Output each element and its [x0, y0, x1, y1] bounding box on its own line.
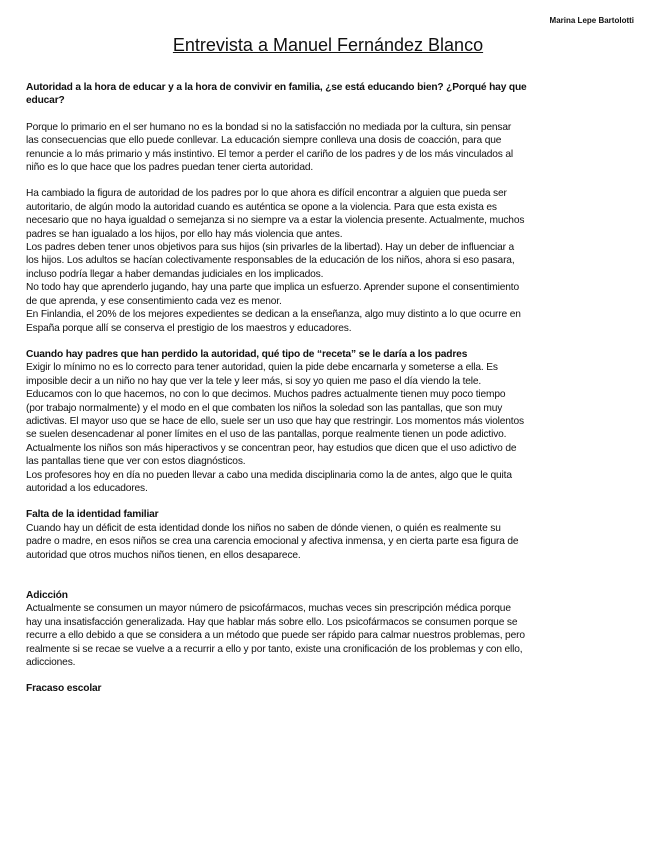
text-line: recurre a ello debido a que se considera a un método que puede ser rápido para calmar nuestros problemas, pero [26, 630, 525, 642]
section-body-adiccion [26, 602, 636, 669]
text-line: Autoridad a la hora de educar y a la hora de convivir en familia, ¿se está educando bien? ¿Porqué hay que [26, 82, 527, 93]
text-line: realmente si se recae se vuelve a a recurrir a ello y por tanto, existe una cronificación de los problemas y con ello, [26, 643, 523, 655]
text-line: adictivas. El mayor uso que se hace de ello, suele ser un uso que hay que restringir. Los momentos más violentos [26, 415, 524, 427]
section-heading-fracaso: Fracaso escolar [26, 683, 102, 695]
text-line: necesario que no haya igualdad o semejanza si no siempre va a estar la violencia presente. Actualmente, muchos [26, 215, 525, 227]
intro-paragraph-2 [26, 187, 636, 334]
document-body [26, 81, 636, 696]
intro-paragraph-1 [26, 121, 636, 175]
section-heading-receta: Cuando hay padres que han perdido la autoridad, qué tipo de “receta” se le daría a los padres [26, 348, 468, 360]
text-line: hay una insatisfacción generalizada. Hay que hablar más sobre ello. Los psicofármacos se consumen porque se [26, 616, 518, 628]
text-line: Los profesores hoy en día no pueden llevar a cabo una medida disciplinaria como la de antes, algo que le quita [26, 469, 512, 481]
text-line: Actualmente los niños son más hiperactivos y se concentran peor, hay estudios que dicen que el uso adictivo de [26, 442, 517, 454]
text-line: Actualmente se consumen un mayor número de psicofármacos, muchas veces sin prescripción médica porque [26, 603, 511, 615]
author-name: Marina Lepe Bartolotti [549, 16, 634, 25]
text-line: Porque lo primario en el ser humano no es la bondad si no la satisfacción no mediada por la cultura, sin pensar [26, 121, 512, 133]
text-line: autoritario, de algún modo la autoridad cuando es auténtica se opone a la violencia. Para que esta exista es [26, 201, 497, 213]
text-line: adicciones. [26, 657, 76, 669]
text-line: Ha cambiado la figura de autoridad de los padres por lo que ahora es difícil encontrar a alguien que pueda ser [26, 188, 507, 200]
text-line: las consecuencias que ello puede conllevar. La educación siempre conlleva una dosis de coacción, para que [26, 135, 502, 147]
text-line: padres se han igualado a los hijos, por ello hay más violencia que antes. [26, 228, 343, 240]
text-line: No todo hay que aprenderlo jugando, hay una parte que implica un esfuerzo. Aprender supone el consentimiento [26, 282, 519, 294]
text-line: imposible decir a un niño no hay que ver la tele y leer más, si soy yo quien me paso el día viendo la tele. [26, 375, 482, 387]
text-line: Cuando hay un déficit de esta identidad donde los niños no saben de dónde vienen, o quién es realmente su [26, 522, 501, 534]
text-line: (por trabajo normalmente) y el modo en el que combaten los niños la soledad son las pantallas, que son muy [26, 402, 503, 414]
section-heading-adiccion: Adicción [26, 590, 68, 601]
intro-question [26, 81, 636, 108]
document-title: Entrevista a Manuel Fernández Blanco [172, 35, 484, 55]
text-line: educar? [26, 95, 65, 107]
section-body-identidad [26, 522, 636, 562]
text-line: niño es lo que hace que los padres puedan tener cierta autoridad. [26, 162, 314, 174]
text-line: incluso podría llegar a haber demandas judiciales en los implicados. [26, 268, 324, 280]
text-line: de que aprenda, y ese consentimiento cada vez es menor. [26, 295, 282, 307]
text-line: autoridad a los educadores. [26, 482, 148, 494]
text-line: Los padres deben tener unos objetivos para sus hijos (sin privarles de la libertad). Hay un deber de influenciar a [26, 242, 515, 254]
text-line: se suelen desencadenar al poner límites en el uso de las pantallas, porque realmente tienen un pode adictivo. [26, 429, 507, 441]
text-line: autoridad que otros muchos niños tienen, en ellos desaparece. [26, 549, 301, 561]
section-heading-identidad: Falta de la identidad familiar [26, 509, 159, 521]
text-line: renuncie a lo más primario y más instintivo. El temor a perder el cariño de los padres y de los más vinculados al [26, 148, 513, 160]
text-line: las pantallas tiene que ver con estos diagnósticos. [26, 456, 246, 468]
text-line: Educamos con lo que hacemos, no con lo que decimos. Muchos padres actualmente tienen muy poco tiempo [26, 389, 506, 401]
text-line: los hijos. Los adultos se hacían colectivamente responsables de la educación de los niños, ahora si eso pasara, [26, 255, 515, 267]
text-line: padre o madre, en esos niños se crea una carencia emocional y afectiva inmensa, y en cierta parte esa figura de [26, 536, 519, 548]
text-line: En Finlandia, el 20% de los mejores expedientes se dedican a la enseñanza, algo muy distinto a lo que ocurre en [26, 309, 521, 321]
text-line: España porque allí se conserva el prestigio de los maestros y educadores. [26, 322, 352, 334]
text-line: Exigir lo mínimo no es lo correcto para tener autoridad, quien la pide debe encarnarla y someterse a ella. Es [26, 362, 498, 374]
section-body-receta [26, 361, 636, 495]
